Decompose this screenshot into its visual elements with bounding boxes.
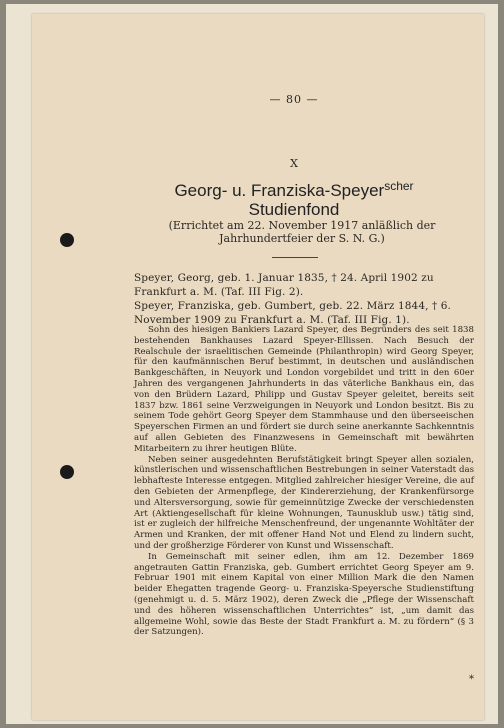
divider (272, 257, 318, 258)
punch-hole-bottom (60, 465, 74, 479)
title-suffix: scher (384, 179, 414, 193)
person-entry-georg: Speyer, Georg, geb. 1. Januar 1835, † 24. April 1902 zu Frankfurt a. M. (Taf. III Fig. 2). (134, 272, 434, 298)
body-text (134, 325, 474, 638)
title-line-2: Studienfond (248, 200, 340, 219)
page-number: — 80 — (269, 93, 319, 106)
paragraph-2: Neben seiner ausgedehnten Berufstätigkeit bringt Speyer allen sozialen, künstlerischen und wissenschaftlichen Bestrebungen in seiner Vaterstadt das lebhafteste Interesse entgegen. Mitglied zahlreicher hiesiger Vereine, die auf den Gebieten der Armenpflege, der Kindererziehung, der Krankenfürsorge und Altersversorgung, sowie für gemeinnützige Zwecke der verschiedensten Art (Aktiengesellschaft für kleine Wohnungen, Taunusklub usw.) tätig sind, ist er zugleich der hilfreiche Menschenfreund, der ungenannte Wohltäter der Armen und Kranken, der mit offener Hand Not und Elend zu lindern sucht, und der großherzige Förderer von Kunst und Wissenschaft. (134, 454, 474, 551)
section-number: X (290, 157, 298, 170)
page-title (104, 179, 484, 201)
subtitle: (Errichtet am 22. November 1917 anläßlich der Jahrhundertfeier der S. N. G.) (168, 219, 436, 245)
footer-mark: * (469, 674, 474, 685)
punch-hole-top (60, 233, 74, 247)
paragraph-3: In Gemeinschaft mit seiner edlen, ihm am 12. Dezember 1869 angetrauten Gattin Franziska, geb. Gumbert errichtet Georg Speyer am 9. Februar 1901 mit einem Kapital von einer Million Mark die den Namen beider Ehegatten tragende Georg- u. Franziska-Speyersche Studienstiftung (genehmigt u. d. 5. März 1902), deren Zweck die „Pflege der Wissenschaft und des höheren wissenschaftlichen Unterrichtes“ ist, „um damit das allgemeine Wohl, sowie das Beste der Stadt Frankfurt a. M. zu fördern“ (§ 3 der Satzungen). (134, 551, 474, 638)
title-line-1: Georg- u. Franziska-Speyer (174, 181, 385, 200)
person-entry-franziska: Speyer, Franziska, geb. Gumbert, geb. 22. März 1844, † 6. November 1909 zu Frankfurt a. M. (Taf. III Fig. 1). (134, 300, 451, 326)
paragraph-1: Sohn des hiesigen Bankiers Lazard Speyer, des Begründers des seit 1838 bestehenden Bankhauses Lazard Speyer-Ellissen. Nach Besuch der Realschule der israelitischen Gemeinde (Philanthropin) wird Georg Speyer, für den kaufmännischen Beruf bestimmt, in deutschen und ausländischen Bankgeschäften, in Neuyork und London vorgebildet und tritt in den 60er Jahren des vergangenen Jahrhunderts in das väterliche Bankhaus ein, das von den Brüdern Lazard, Philipp und Gustav Speyer geleitet, bereits seit 1837 bzw. 1861 seine Verzweigungen in Neuyork und London besitzt. Bis zu seinem Tode gehört Georg Speyer dem Stammhause und den überseeischen Speyerschen Firmen an und fördert sie durch seine anerkannte Sachkenntnis auf allen Gebieten des Finanzwesens in Gemeinschaft mit bewährten Mitarbeitern zu ihrer heutigen Blüte. (134, 325, 474, 454)
document-page (32, 14, 484, 720)
